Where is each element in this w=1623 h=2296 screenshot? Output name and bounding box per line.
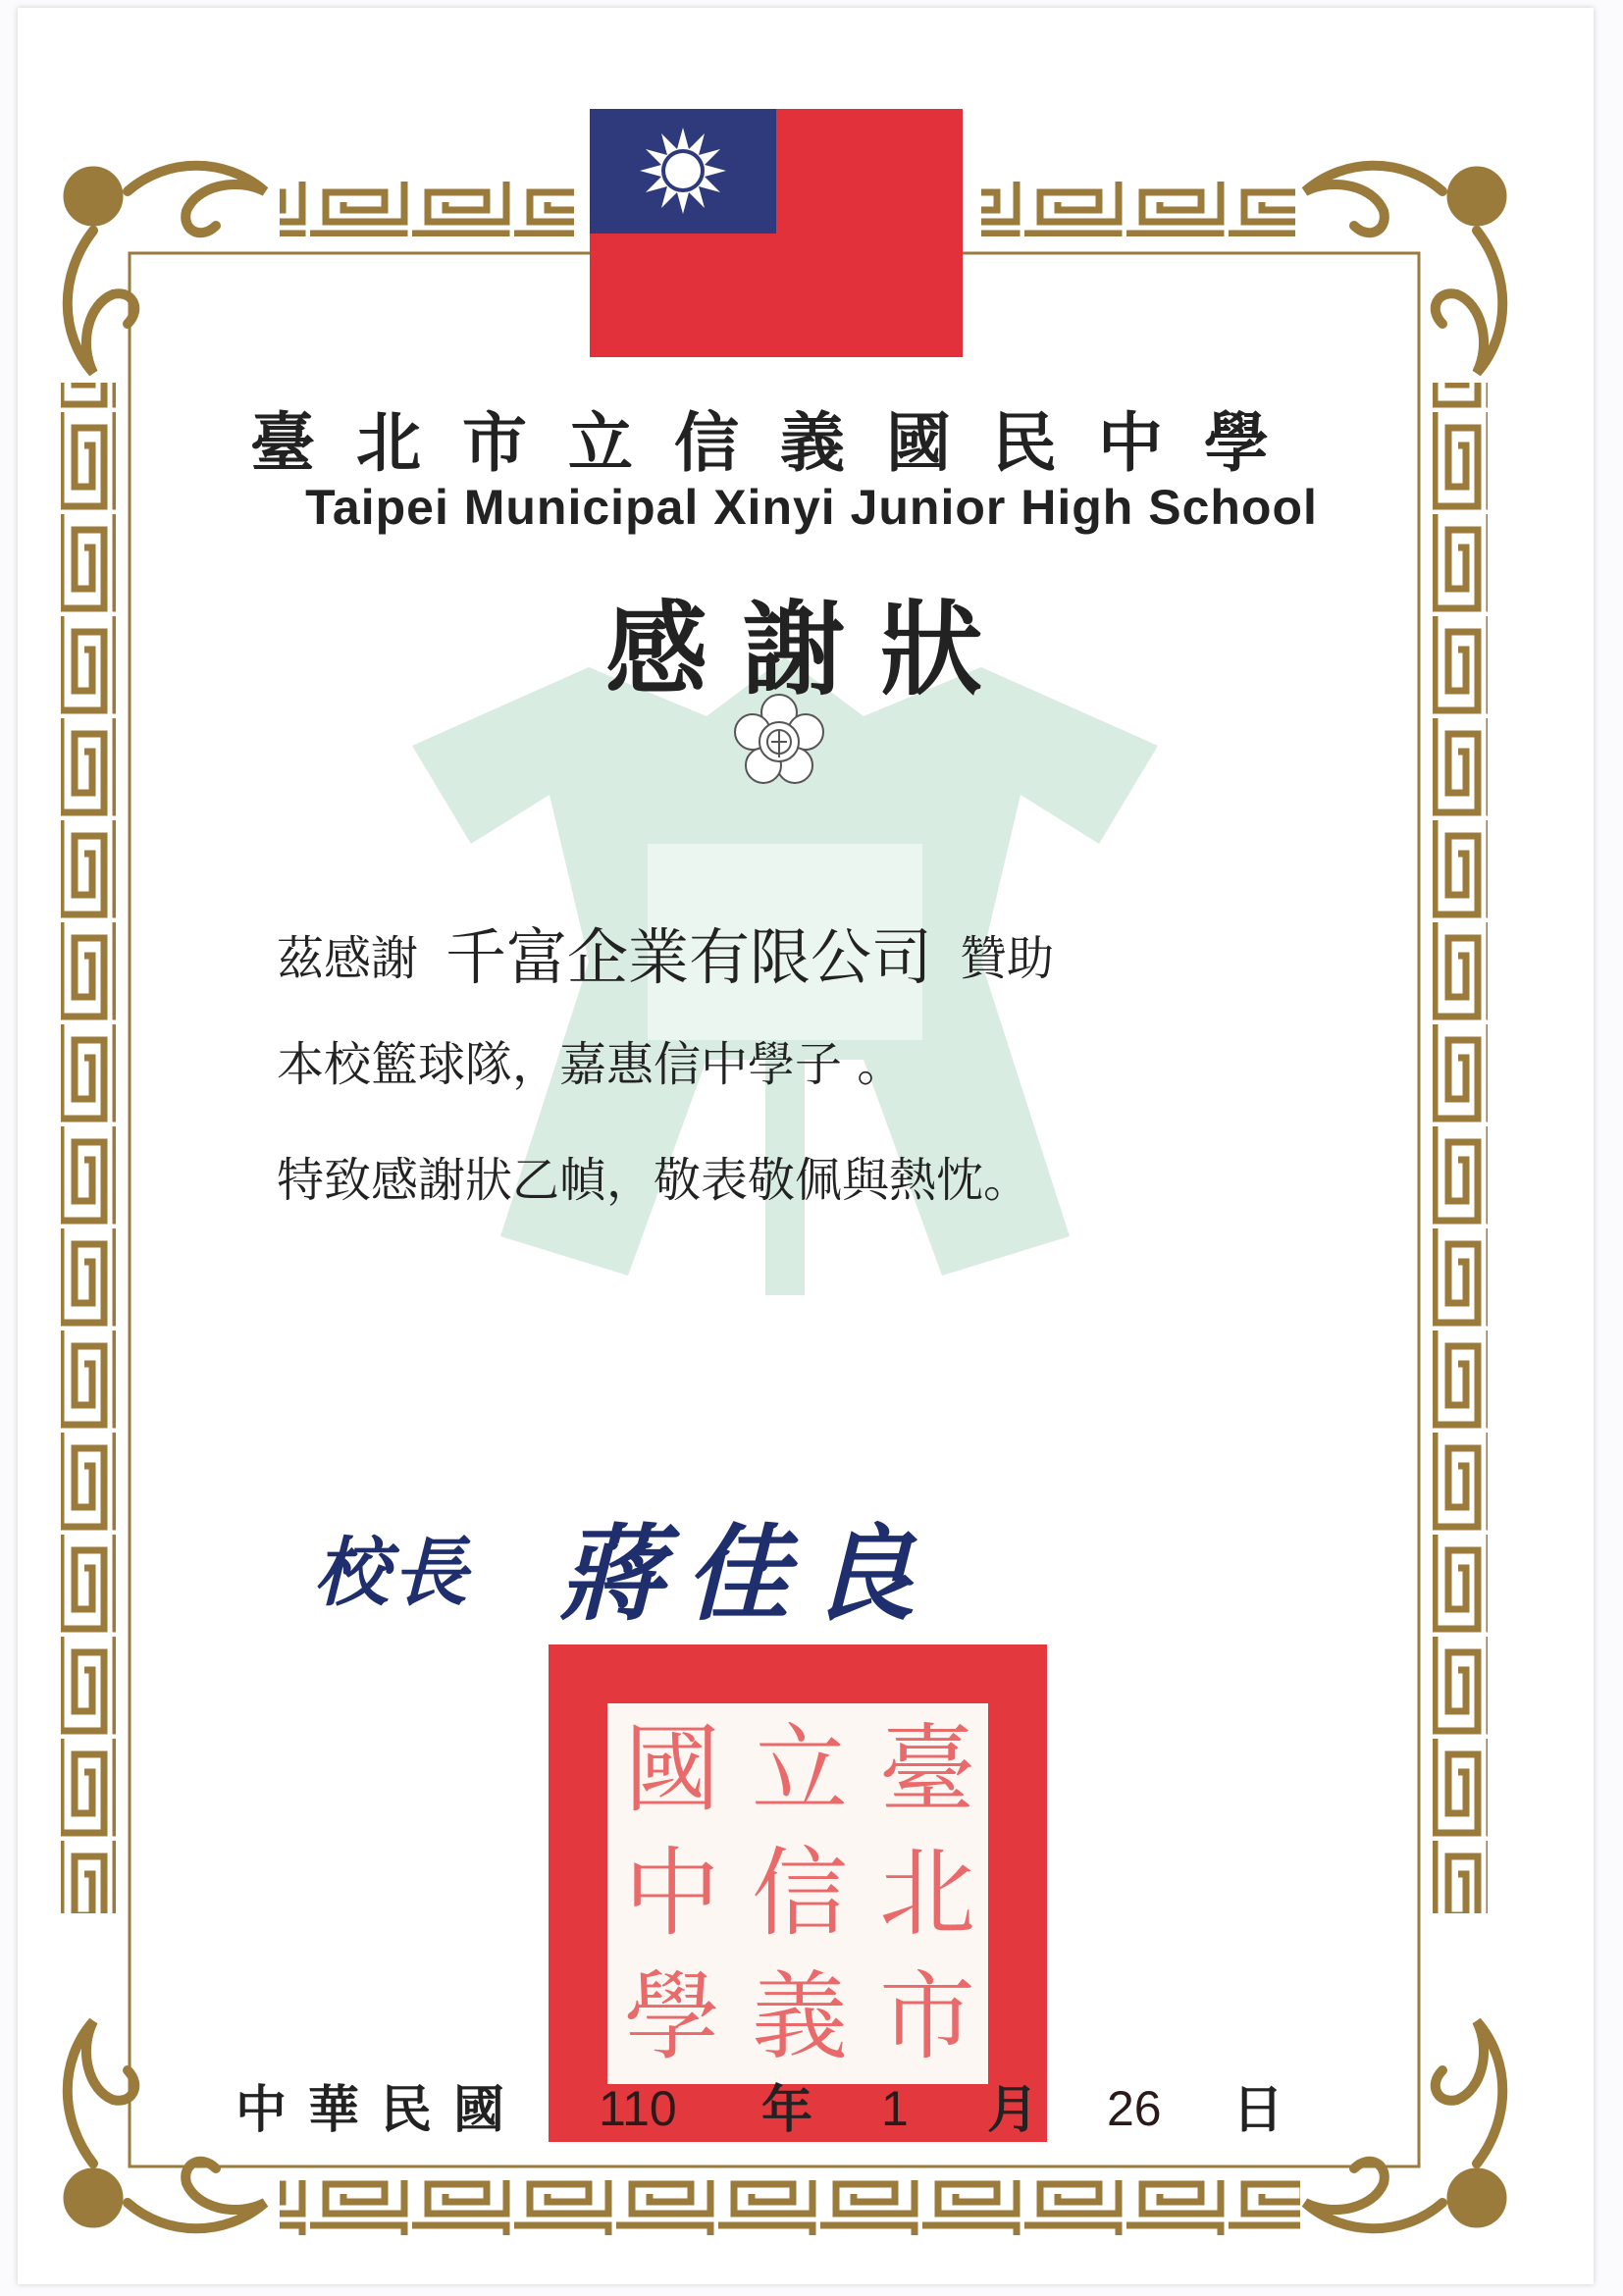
seal-char: 市 (878, 1961, 975, 2073)
principal-name: 蔣佳良 (559, 1512, 936, 1635)
seal-char: 中 (623, 1838, 720, 1950)
date-year-unit: 年 (761, 2080, 813, 2140)
seal-char: 北 (878, 1838, 975, 1950)
principal-label: 校長 (314, 1529, 471, 1616)
date-day-unit: 日 (1232, 2080, 1284, 2140)
school-name-chinese: 臺北市立信義國民中學 (250, 404, 1310, 481)
date-month: 1 (881, 2081, 909, 2136)
seal-char: 信 (751, 1838, 848, 1950)
school-name-english: Taipei Municipal Xinyi Junior High School (305, 480, 1318, 535)
body-line-2: 本校籃球隊，嘉惠信中學子 。 (277, 1037, 905, 1092)
sponsor-suffix: 贊助 (960, 931, 1055, 986)
date-era: 中華民國 (236, 2080, 527, 2140)
date-year: 110 (599, 2081, 677, 2136)
seal-char: 義 (751, 1961, 848, 2073)
body-line-3: 特致感謝狀乙幀，敬表敬佩與熱忱。 (277, 1153, 1031, 1208)
seal-inner (607, 1703, 988, 2084)
flag-image (590, 109, 963, 357)
seal-char: 國 (623, 1714, 720, 1826)
body-line-1 (277, 909, 1356, 996)
thanks-prefix: 茲感謝 (277, 931, 419, 986)
seal-char: 學 (623, 1961, 720, 2073)
seal-char: 立 (751, 1714, 848, 1826)
school-seal (549, 1644, 1047, 2142)
date-month-unit: 月 (987, 2080, 1039, 2140)
company-name: 千富企業有限公司 (445, 921, 933, 993)
date-day: 26 (1107, 2081, 1162, 2136)
seal-char: 臺 (878, 1714, 975, 1826)
certificate-title: 感謝狀 (604, 590, 1018, 709)
